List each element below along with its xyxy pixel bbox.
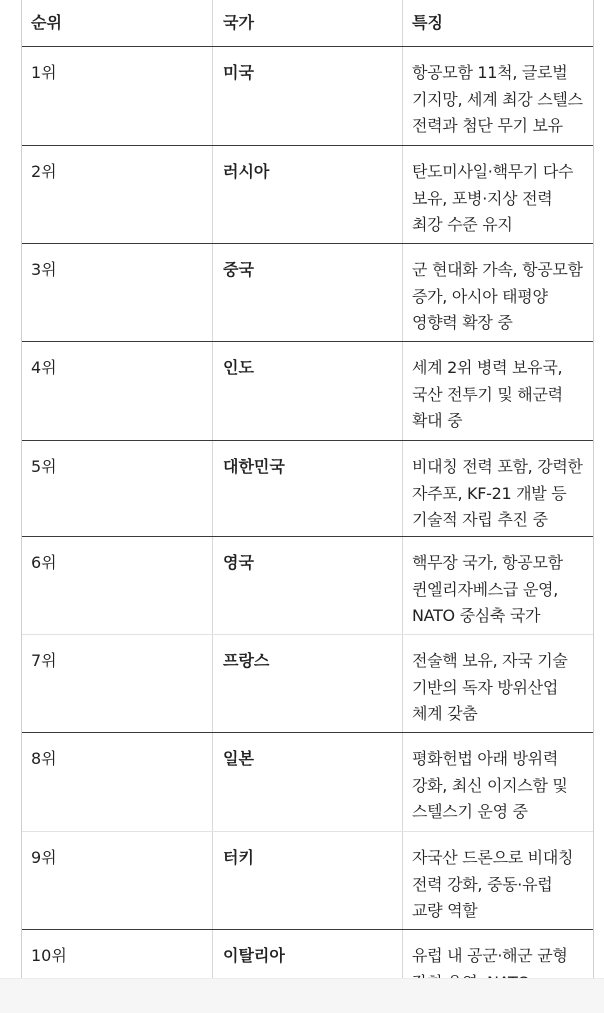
table-row [22, 146, 593, 244]
rank-cell: 6위 [22, 537, 213, 634]
table-row [22, 635, 593, 733]
features-line: NATO 중심축 국가 [412, 606, 541, 625]
features-line: 퀸엘리자베스급 운영, [412, 579, 558, 599]
features-line: 확대 중 [412, 411, 463, 430]
features-line: 탄도미사일·핵무기 다수 [412, 162, 574, 181]
features-cell [403, 441, 593, 536]
rank-cell: 2위 [22, 146, 213, 243]
rank-cell: 4위 [22, 342, 213, 440]
table-row [22, 441, 593, 537]
rank-cell: 10위 [22, 930, 213, 1002]
ranking-table [21, 0, 594, 1002]
table-header-row [22, 0, 593, 47]
features-line: 증가, 아시아 태평양 [412, 286, 548, 306]
features-line: 전술핵 보유, 자국 기술 [412, 651, 568, 670]
features-line: 스텔스기 운영 중 [412, 802, 528, 821]
features-line: 국산 전투기 및 해군력 [412, 384, 563, 404]
country-cell: 터키 [213, 832, 403, 929]
table-row [22, 733, 593, 832]
features-line: 보유, 포병·지상 전력 [412, 188, 553, 208]
country-cell: 프랑스 [213, 635, 403, 732]
features-line: 강화, 최신 이지스함 및 [412, 775, 568, 795]
features-cell [403, 146, 593, 243]
header-country: 국가 [213, 0, 403, 46]
country-cell: 일본 [213, 733, 403, 831]
features-line: 평화헌법 아래 방위력 [412, 749, 558, 768]
features-line: 기술적 자립 추진 중 [412, 510, 548, 529]
country-cell: 러시아 [213, 146, 403, 243]
header-features: 특징 [412, 13, 443, 32]
rank-cell: 3위 [22, 244, 213, 341]
table-row [22, 47, 593, 146]
table-row [22, 342, 593, 441]
rank-cell: 9위 [22, 832, 213, 929]
features-line: 기지망, 세계 최강 스텔스 [412, 89, 583, 109]
features-cell [403, 832, 593, 929]
country-cell: 미국 [213, 47, 403, 145]
features-cell [403, 733, 593, 831]
country-cell: 대한민국 [213, 441, 403, 536]
country-cell: 이탈리아 [213, 930, 403, 1002]
features-line: 자국산 드론으로 비대칭 [412, 848, 574, 867]
features-line: 핵무장 국가, 항공모함 [412, 553, 563, 572]
features-line: 영향력 확장 중 [412, 313, 513, 332]
features-line: 전력과 첨단 무기 보유 [412, 116, 563, 135]
rank-cell: 8위 [22, 733, 213, 831]
features-line: 비대칭 전력 포함, 강력한 [412, 457, 583, 476]
country-cell: 인도 [213, 342, 403, 440]
country-cell: 영국 [213, 537, 403, 634]
bottom-fade-overlay [0, 978, 604, 1013]
features-cell [403, 342, 593, 440]
features-cell [403, 47, 593, 145]
table-row [22, 244, 593, 342]
country-cell: 중국 [213, 244, 403, 341]
features-line: 최강 수준 유지 [412, 215, 513, 234]
features-line: 세계 2위 병력 보유국, [412, 358, 563, 377]
features-line: 체계 갖춤 [412, 704, 478, 723]
features-cell [403, 244, 593, 341]
features-line: 군 현대화 가속, 항공모함 [412, 260, 583, 279]
rank-cell: 7위 [22, 635, 213, 732]
header-rank: 순위 [22, 0, 213, 46]
features-line: 자주포, KF-21 개발 등 [412, 483, 567, 503]
table-row [22, 537, 593, 635]
rank-cell: 1위 [22, 47, 213, 145]
features-line: 교량 역할 [412, 901, 478, 920]
features-cell [403, 635, 593, 732]
table-row [22, 832, 593, 930]
rank-cell: 5위 [22, 441, 213, 536]
features-cell [403, 537, 593, 634]
features-line: 항공모함 11척, 글로벌 [412, 63, 568, 82]
features-line: 기반의 독자 방위산업 [412, 677, 558, 697]
features-line: 전력 강화, 중동·유럽 [412, 874, 553, 894]
features-line: 유럽 내 공군·해군 균형 [412, 946, 568, 965]
